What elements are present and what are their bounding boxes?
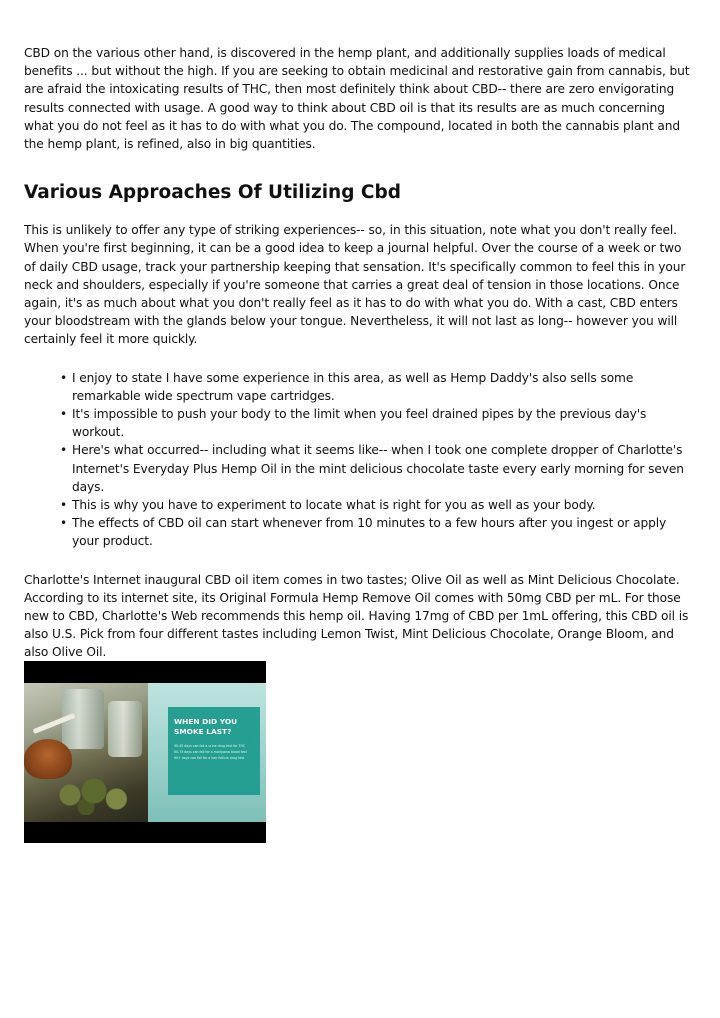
clay-bowl bbox=[24, 739, 72, 779]
glass-jar bbox=[108, 701, 142, 757]
article bbox=[24, 44, 696, 662]
bullet-dot: • bbox=[60, 443, 68, 458]
card-line: 60-75 days can fail for a marijuana blood test bbox=[174, 750, 247, 754]
bullet-dot: • bbox=[60, 516, 68, 531]
bullet-dot: • bbox=[60, 370, 68, 385]
bullet-dot: • bbox=[60, 407, 68, 422]
list-item bbox=[60, 496, 696, 514]
list-item bbox=[60, 405, 696, 441]
bullet-list bbox=[24, 369, 696, 551]
cannabis-buds bbox=[54, 775, 134, 815]
list-item bbox=[60, 441, 696, 496]
card-line: 90+ days can fail for a hair follicle drug test bbox=[174, 756, 245, 760]
card-title: WHEN DID YOU SMOKE LAST? bbox=[174, 717, 238, 736]
list-item bbox=[60, 369, 696, 405]
list-item-text: This is why you have to experiment to locate what is right for you as well as your body. bbox=[72, 498, 596, 513]
intro-paragraph: CBD on the various other hand, is discovered in the hemp plant, and additionally supplies loads of medical benefits ... but without the high. If you are seeking to obtain medicinal and restorative gain from cannabis, but are afraid the intoxicating results of THC, then most definitely think about CBD-- there are zero envigorating results connected with usage. A good way to think about CBD oil is that its results are as much concerning what you do not feel as it has to do with what you do. The compound, located in both the cannabis plant and the hemp plant, is refined, also in big quantities. bbox=[24, 46, 690, 152]
body-paragraph: This is unlikely to offer any type of striking experiences-- so, in this situation, note what you don't really feel. When you're first beginning, it can be a good idea to keep a journal helpful. Over the course of a week or two of daily CBD usage, track your partnership keeping that sensation. It's specifically common to feel this in your neck and shoulders, especially if you're someone that carries a great deal of tension in those locations. Once again, it's as much about what you don't really feel as it has to do with what you do. With a cast, CBD enters your bloodstream with the glands below your tongue. Nevertheless, it will not last as long-- however you will certainly feel it more quickly. bbox=[24, 223, 686, 347]
section-heading: Various Approaches Of Utilizing Cbd bbox=[24, 182, 401, 204]
list-item bbox=[60, 514, 696, 550]
video-frame bbox=[24, 683, 266, 822]
bullet-dot: • bbox=[60, 498, 68, 513]
list-item-text: It's impossible to push your body to the limit when you feel drained pipes by the previous day's workout. bbox=[72, 407, 647, 440]
cannabis-photo bbox=[24, 683, 148, 822]
teal-background bbox=[148, 683, 266, 822]
card-line: 30-45 days can fail a urine drug test for THC bbox=[174, 744, 246, 748]
video-thumbnail[interactable] bbox=[24, 661, 266, 843]
list-item-text: Here's what occurred-- including what it seems like-- when I took one complete dropper of Charlotte's Internet's Everyday Plus Hemp Oil in the mint delicious chocolate taste every early morning for seven days. bbox=[72, 443, 684, 494]
list-item-text: I enjoy to state I have some experience in this area, as well as Hemp Daddy's also sells some remarkable wide spectrum vape cartridges. bbox=[72, 370, 634, 403]
closing-paragraph: Charlotte's Internet inaugural CBD oil item comes in two tastes; Olive Oil as well as Mint Delicious Chocolate. According to its internet site, its Original Formula Hemp Remove Oil comes with 50mg CBD per mL. For those new to CBD, Charlotte's Web recommends this hemp oil. Having 17mg of CBD per 1mL offering, this CBD oil is also U.S. Pick from four different tastes including Lemon Twist, Mint Delicious Chocolate, Orange Bloom, and also Olive Oil. bbox=[24, 572, 689, 660]
info-card bbox=[168, 707, 260, 795]
list-item-text: The effects of CBD oil can start whenever from 10 minutes to a few hours after you ingest or apply your product. bbox=[72, 516, 667, 549]
